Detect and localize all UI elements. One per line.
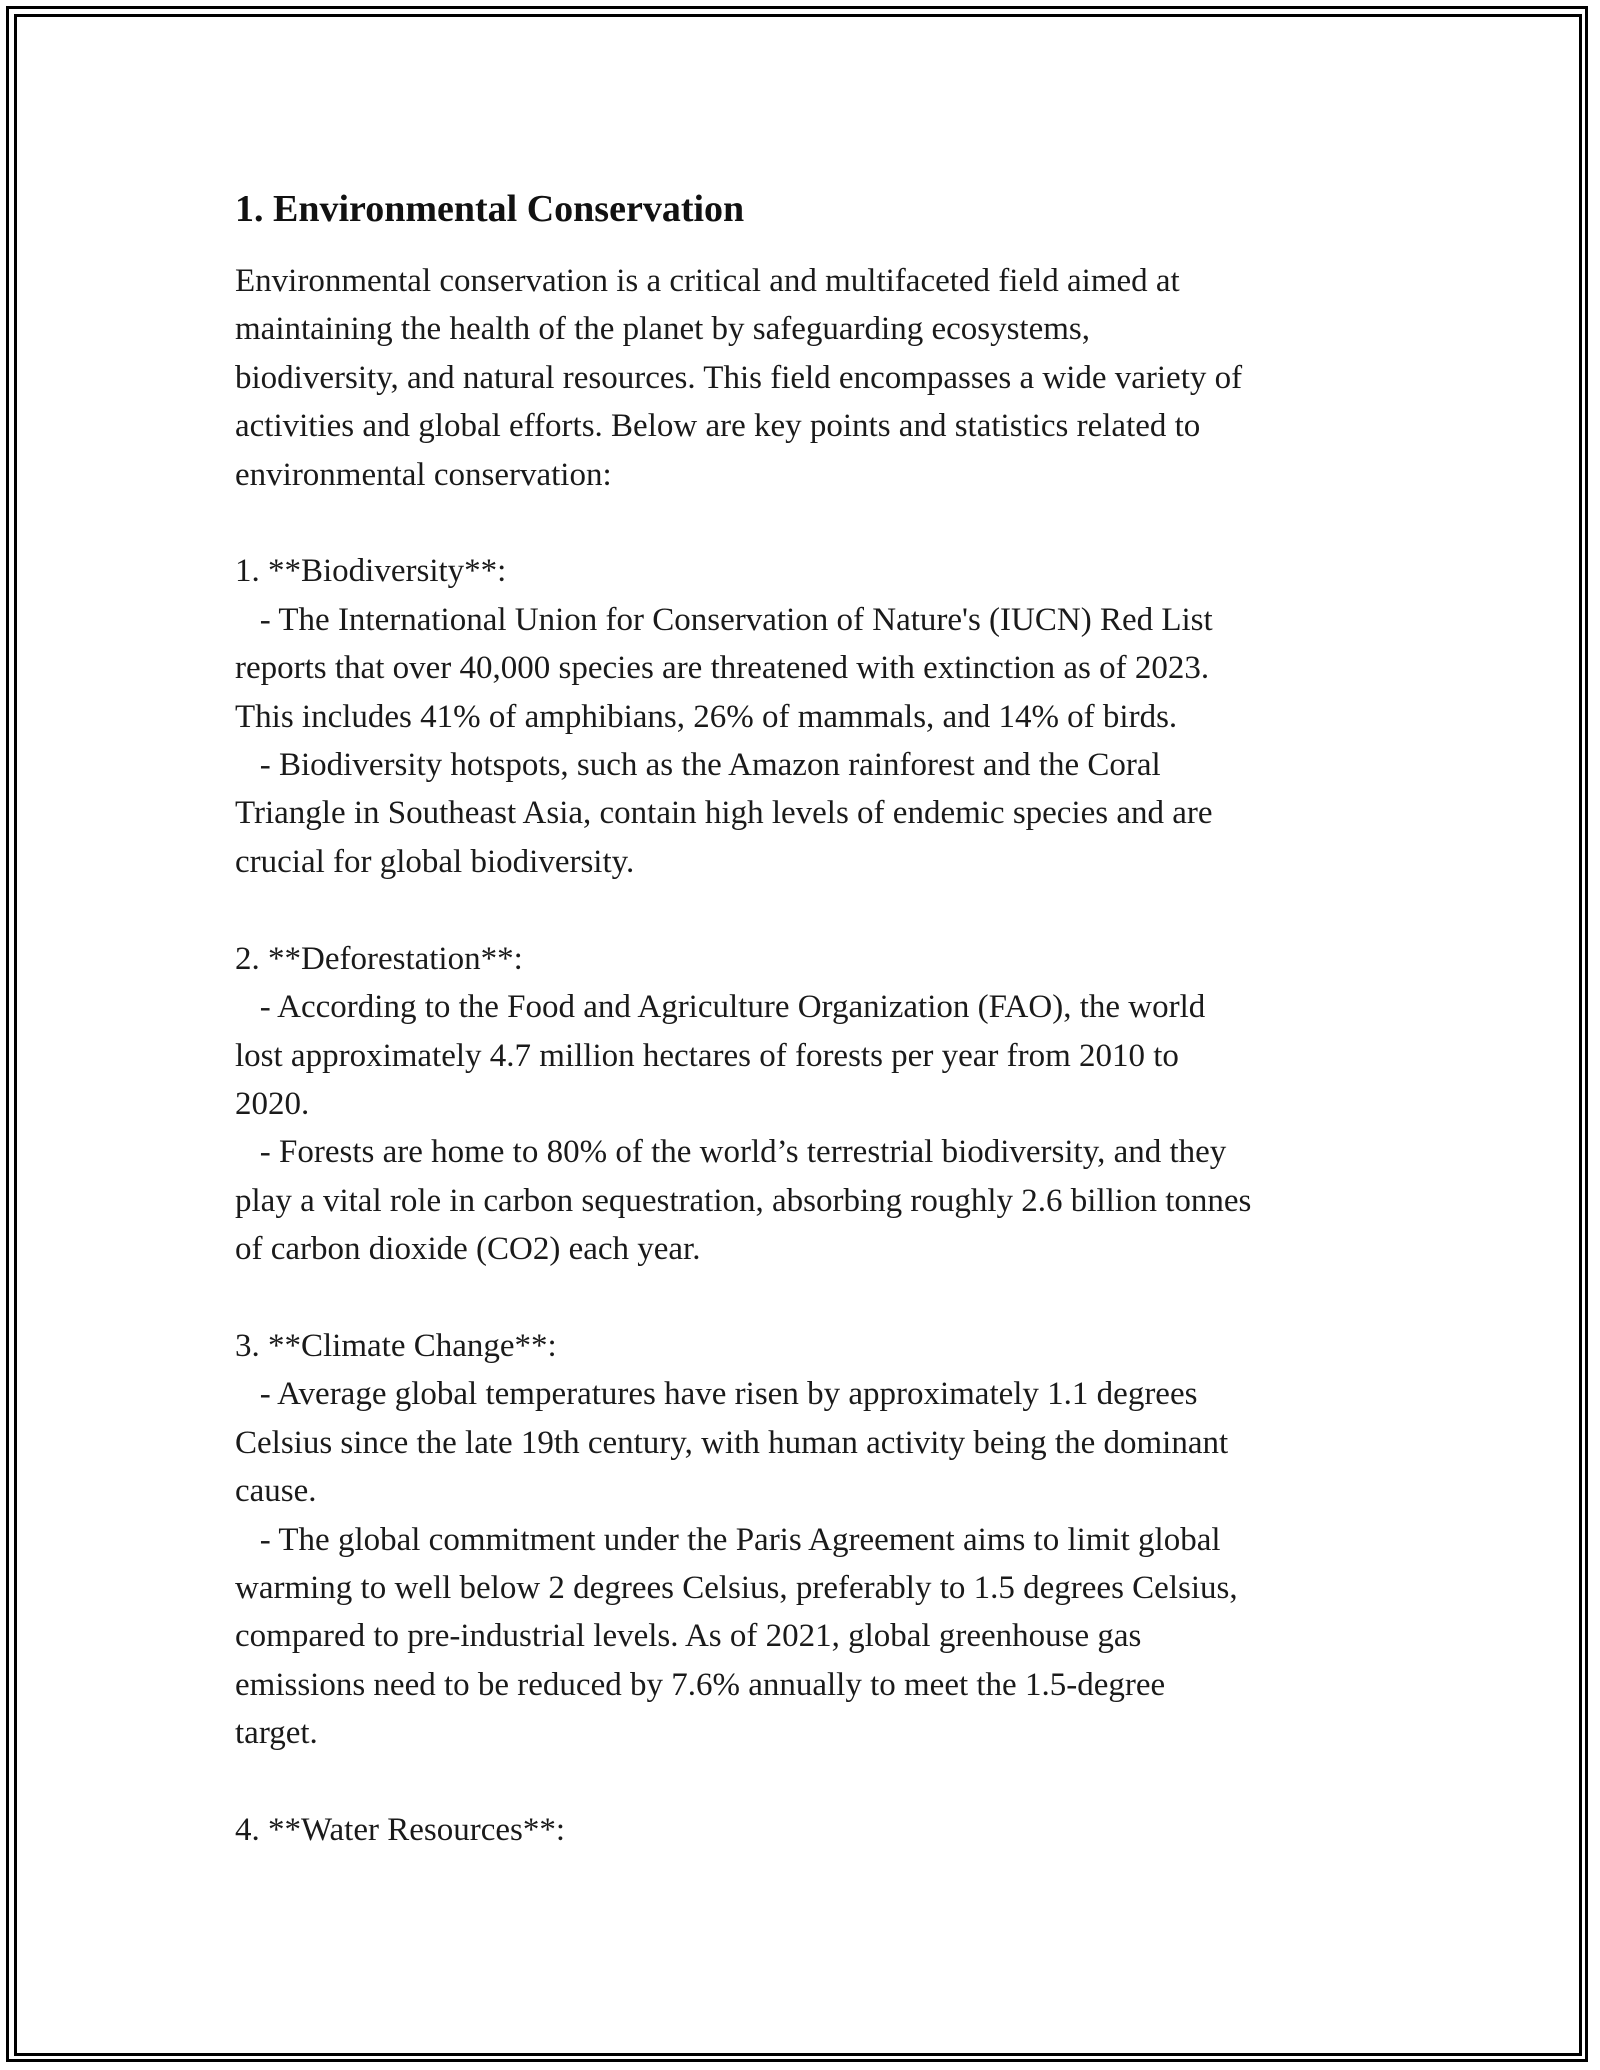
document-body: Environmental conservation is a critical and multifaceted field aimed at maintaining the health of the planet by safeguarding ecosystems, biodiversity, and natural resources. This field encompasses a wide variety of activities and global efforts. Below are key points and statistics related to environmental conservation: 1. **Biodiversity**: - The International Union for Conservation of Nature's (IUCN) Red List reports that over 40,000 species are threatened with extinction as of 2023. This includes 41% of amphibians, 26% of mammals, and 14% of birds. - Biodiversity hotspots, such as the Amazon rainforest and the Coral Triangle in Southeast Asia, contain high levels of endemic species and are crucial for global biodiversity. 2. **Deforestation**: - According to the Food and Agriculture Organization (FAO), the world lost approximately 4.7 million hectares of forests per year from 2010 to 2020. - Forests are home to 80% of the world’s terrestrial biodiversity, and they play a vital role in carbon sequestration, absorbing roughly 2.6 billion tonnes of carbon dioxide (CO2) each year. 3. **Climate Change**: - Average global temperatures have risen by approximately 1.1 degrees Celsius since the late 19th century, with human activity being the dominant cause. - The global commitment under the Paris Agreement aims to limit global warming to well below 2 degrees Celsius, preferably to 1.5 degrees Celsius, compared to pre-industrial levels. As of 2021, global greenhouse gas emissions need to be reduced by 7.6% annually to meet the 1.5-degree target. 4. **Water Resources**:	[235, 263, 1252, 1848]
document-title: 1. Environmental Conservation	[235, 188, 745, 230]
document-content	[235, 185, 1385, 1854]
